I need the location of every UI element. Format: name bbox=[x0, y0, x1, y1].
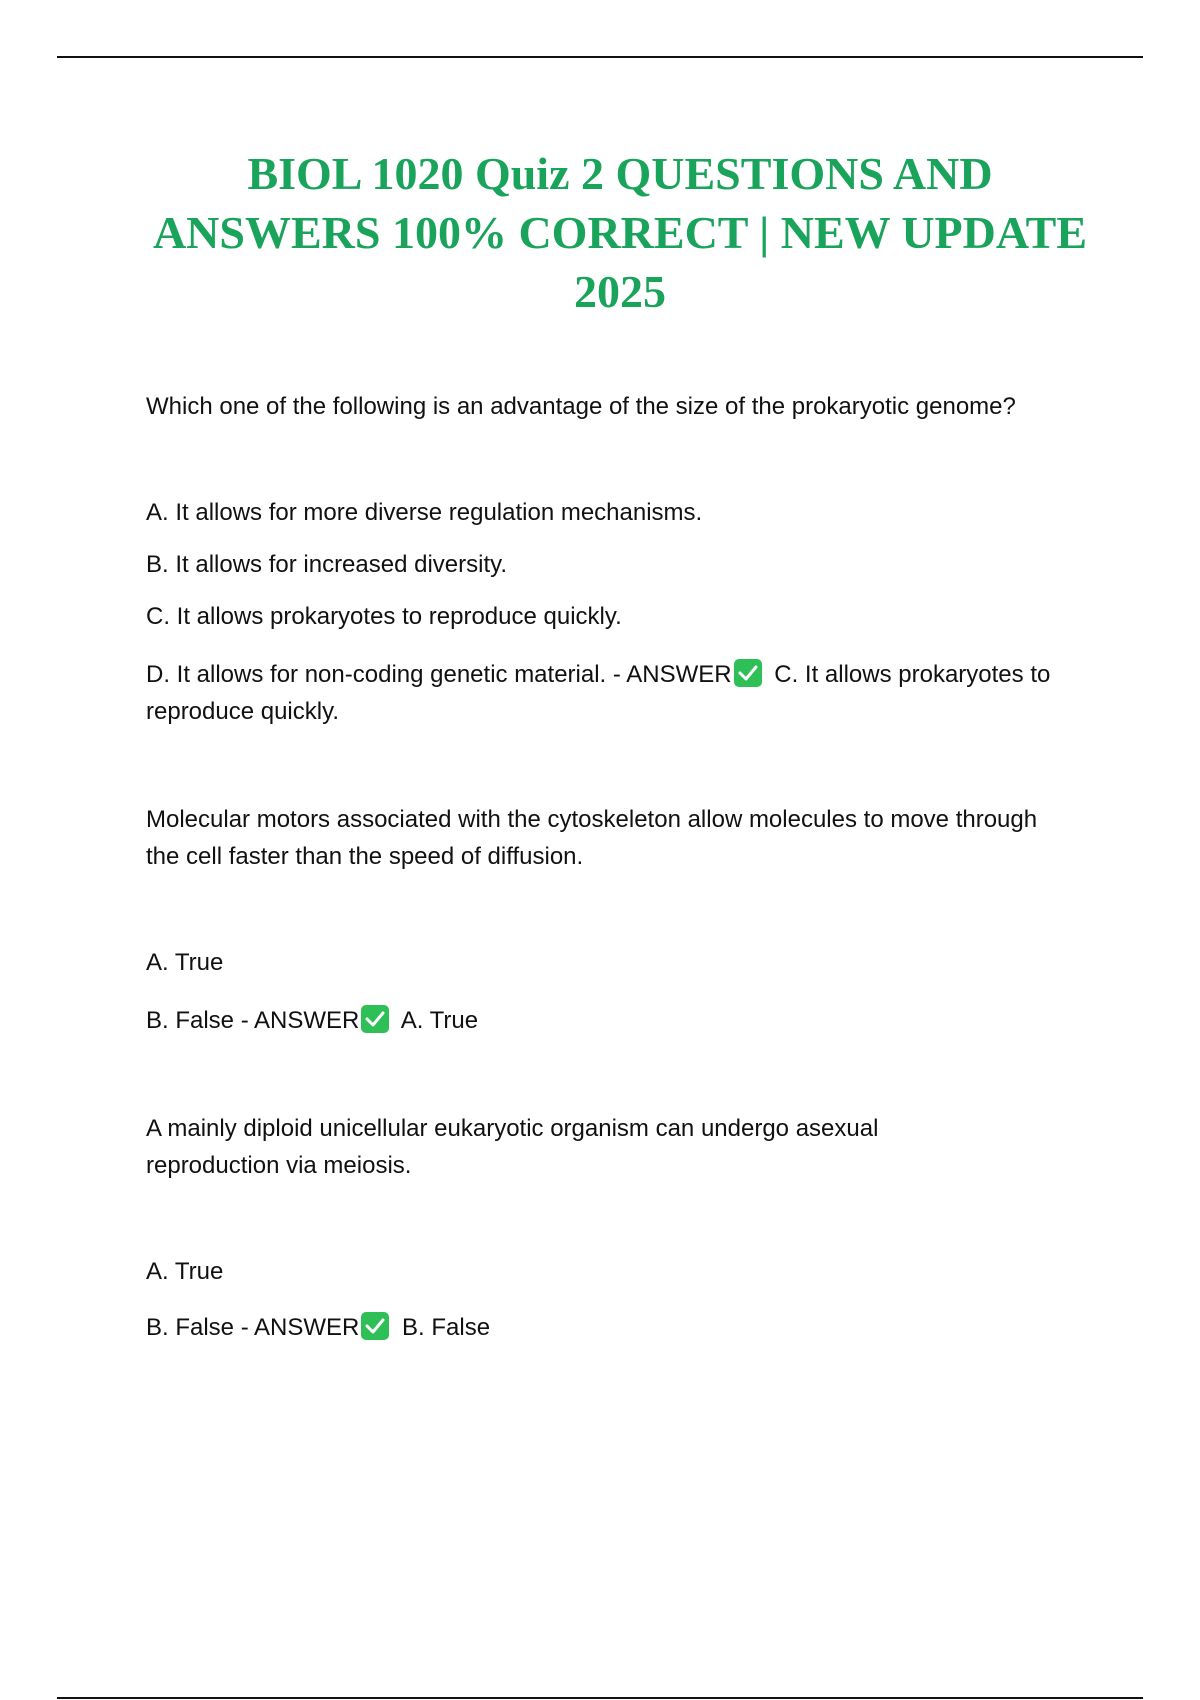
question-1-option-d: D. It allows for non-coding genetic material. - ANSWER bbox=[146, 661, 732, 688]
question-2-answer: A. True bbox=[400, 1007, 479, 1034]
check-mark-icon bbox=[361, 1312, 389, 1340]
check-mark-icon bbox=[361, 1005, 389, 1033]
question-2-answer-line bbox=[146, 1002, 1096, 1039]
document-title: BIOL 1020 Quiz 2 QUESTIONS AND ANSWERS 100% CORRECT | NEW UPDATE 2025 bbox=[152, 148, 1088, 317]
question-3-answer: B. False bbox=[402, 1314, 491, 1341]
question-2-option-b: B. False - ANSWER bbox=[146, 1007, 360, 1034]
check-mark-icon bbox=[734, 659, 762, 687]
question-2-prompt: Molecular motors associated with the cytoskeleton allow molecules to move through the cell faster than the speed of diffusion. bbox=[146, 806, 1038, 870]
question-2-option-a: A. True bbox=[146, 949, 224, 976]
question-3-option-b: B. False - ANSWER bbox=[146, 1314, 360, 1341]
question-3-prompt: A mainly diploid unicellular eukaryotic organism can undergo asexual reproduction via meiosis. bbox=[146, 1115, 879, 1179]
question-1-answer-line bbox=[146, 656, 1096, 730]
question-1-option-b: B. It allows for increased diversity. bbox=[146, 551, 508, 578]
question-1-answer: C. It allows prokaryotes to reproduce quickly. bbox=[146, 661, 1051, 725]
question-1-option-c: C. It allows prokaryotes to reproduce quickly. bbox=[146, 603, 622, 630]
question-3-answer-line bbox=[146, 1309, 1096, 1346]
top-rule bbox=[57, 56, 1143, 58]
question-1-option-a: A. It allows for more diverse regulation mechanisms. bbox=[146, 499, 703, 526]
question-1-prompt: Which one of the following is an advantage of the size of the prokaryotic genome? bbox=[146, 393, 1016, 420]
bottom-rule bbox=[57, 1697, 1143, 1699]
question-3-option-a: A. True bbox=[146, 1258, 224, 1285]
